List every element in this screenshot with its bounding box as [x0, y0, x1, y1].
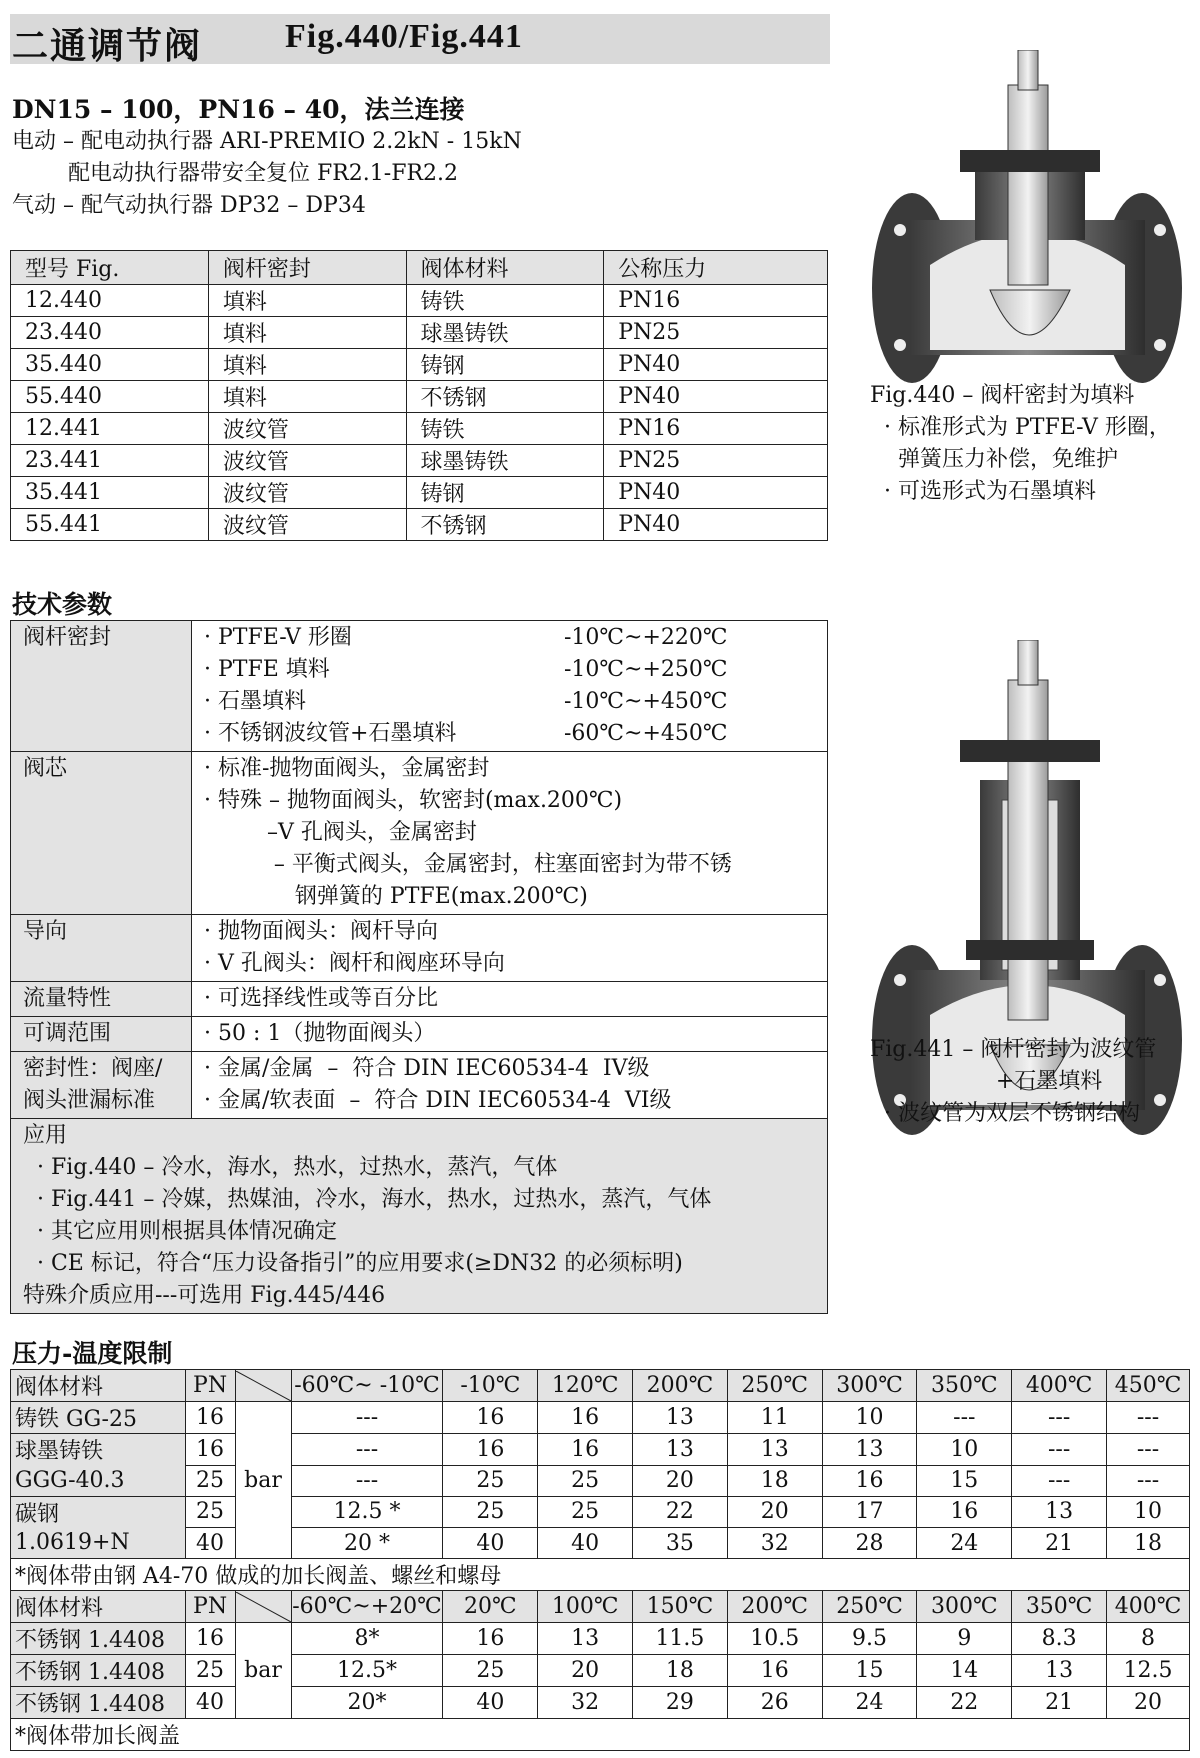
pn-cell: 25 [185, 1465, 235, 1496]
header-cell: 阀杆密封 [208, 251, 406, 285]
table-row [11, 285, 828, 317]
note-row [11, 1719, 1190, 1751]
unit-cell: bar [235, 1402, 291, 1559]
models-table [10, 250, 828, 541]
cell: PN16 [604, 285, 828, 317]
tech-value [192, 752, 828, 915]
value-cell: 14 [917, 1655, 1012, 1687]
tech-row-stem-seal [11, 621, 828, 752]
value-cell: 16 [443, 1402, 538, 1434]
value-cell: 8.3 [1012, 1623, 1107, 1655]
cell: 填料 [208, 317, 406, 349]
value-cell: 32 [727, 1528, 822, 1559]
cell: 球墨铸铁 [406, 317, 604, 349]
table-header-row [11, 251, 828, 285]
pressure-temperature-table [10, 1369, 1190, 1751]
table-row [11, 381, 828, 413]
tech-row-flow [11, 982, 828, 1017]
application-line: · Fig.440 – 冷水，海水，热水，过热水，蒸汽，气体 [23, 1155, 558, 1180]
value-cell: --- [1012, 1402, 1107, 1434]
value-cell: 10 [822, 1402, 917, 1434]
leak-label-line: 阀头泄漏标准 [23, 1088, 156, 1113]
temp-header: 300℃ [917, 1591, 1012, 1623]
value-cell: 12.5* [291, 1655, 443, 1687]
table-row [11, 1623, 1190, 1655]
table-row [11, 1496, 1190, 1528]
cell: PN40 [604, 349, 828, 381]
value-cell: 16 [538, 1402, 633, 1434]
stem-seal-range: -10℃~+250℃ [564, 657, 728, 682]
stem-seal-range: -60℃~+450℃ [564, 721, 728, 746]
unit-cell: bar [235, 1623, 291, 1719]
material-cell: 不锈钢 1.4408 [11, 1687, 186, 1719]
pn-cell: 16 [185, 1402, 235, 1434]
cell: PN40 [604, 381, 828, 413]
table-row [11, 317, 828, 349]
tech-value: · 50 : 1（抛物面阀头） [192, 1017, 828, 1052]
cell: 23.441 [11, 445, 209, 477]
tech-row-plug [11, 752, 828, 915]
cell: 12.441 [11, 413, 209, 445]
stem-seal-range: -10℃~+220℃ [564, 625, 728, 650]
note-row [11, 1559, 1190, 1591]
temp-header: 350℃ [1012, 1591, 1107, 1623]
temp-header: 300℃ [822, 1370, 917, 1402]
value-cell: --- [291, 1465, 443, 1496]
value-cell: 26 [727, 1687, 822, 1719]
value-cell: 12.5 * [291, 1496, 443, 1528]
value-cell: 20* [291, 1687, 443, 1719]
cell: 不锈钢 [406, 381, 604, 413]
material-cell: GGG-40.3 [11, 1465, 186, 1496]
value-cell: --- [291, 1434, 443, 1466]
value-cell: 18 [633, 1655, 728, 1687]
tech-label: 可调范围 [11, 1017, 192, 1052]
value-cell: 15 [917, 1465, 1012, 1496]
stem-seal-item: · PTFE-V 形圈 [204, 625, 352, 650]
cell: PN40 [604, 509, 828, 541]
cell: 23.440 [11, 317, 209, 349]
tech-label [11, 1052, 192, 1119]
temp-header: 250℃ [727, 1370, 822, 1402]
tech-row-guide [11, 915, 828, 982]
tech-section-title: 技术参数 [12, 590, 113, 619]
value-cell: 13 [1012, 1655, 1107, 1687]
cell: 35.440 [11, 349, 209, 381]
table-row [11, 349, 828, 381]
header-cell: PN [185, 1370, 235, 1402]
value-cell: 16 [727, 1655, 822, 1687]
tech-value [192, 915, 828, 982]
header-cell: 阀体材料 [406, 251, 604, 285]
table-row [11, 1465, 1190, 1496]
temp-header: 200℃ [633, 1370, 728, 1402]
value-cell: 8* [291, 1623, 443, 1655]
guide-line: · 抛物面阀头：阀杆导向 [204, 919, 438, 944]
value-cell: --- [1107, 1402, 1190, 1434]
temp-header: 400℃ [1012, 1370, 1107, 1402]
stem-seal-item: · PTFE 填料 [204, 657, 330, 682]
pn-cell: 40 [185, 1687, 235, 1719]
value-cell: 16 [822, 1465, 917, 1496]
pn-cell: 16 [185, 1434, 235, 1466]
value-cell: 9.5 [822, 1623, 917, 1655]
value-cell: 25 [538, 1465, 633, 1496]
cell: 填料 [208, 285, 406, 317]
header-cell: 阀体材料 [11, 1591, 186, 1623]
temp-header: -60℃~+20℃ [291, 1591, 443, 1623]
cell: 填料 [208, 381, 406, 413]
value-cell: 10 [1107, 1496, 1190, 1528]
table-row [11, 1402, 1190, 1434]
value-cell: 13 [727, 1434, 822, 1466]
plug-line: –V 孔阀头，金属密封 [204, 820, 477, 845]
cell: 铸钢 [406, 477, 604, 509]
value-cell: --- [1107, 1465, 1190, 1496]
subtitle: DN15 – 100，PN16 – 40，法兰连接 [12, 95, 465, 124]
table-row [11, 1434, 1190, 1466]
pn-cell: 16 [185, 1623, 235, 1655]
value-cell: 16 [538, 1434, 633, 1466]
cell: 填料 [208, 349, 406, 381]
guide-line: · V 孔阀头：阀杆和阀座环导向 [204, 951, 505, 976]
tech-value [192, 621, 828, 752]
value-cell: 25 [443, 1465, 538, 1496]
value-cell: --- [291, 1402, 443, 1434]
cell: 不锈钢 [406, 509, 604, 541]
pn-cell: 25 [185, 1655, 235, 1687]
value-cell: 16 [443, 1623, 538, 1655]
page-title: 二通调节阀 [12, 26, 203, 67]
temp-header: 200℃ [727, 1591, 822, 1623]
value-cell: 13 [633, 1434, 728, 1466]
value-cell: 25 [443, 1655, 538, 1687]
pt-header-row [11, 1591, 1190, 1623]
value-cell: 10.5 [727, 1623, 822, 1655]
cell: 35.441 [11, 477, 209, 509]
stem-seal-range: -10℃~+450℃ [564, 689, 728, 714]
cell: 55.440 [11, 381, 209, 413]
table-row [11, 413, 828, 445]
temp-header: 20℃ [443, 1591, 538, 1623]
tech-label: 导向 [11, 915, 192, 982]
value-cell: 15 [822, 1655, 917, 1687]
stem-seal-item: · 不锈钢波纹管+石墨填料 [204, 721, 457, 746]
temp-header: 150℃ [633, 1591, 728, 1623]
value-cell: --- [1012, 1434, 1107, 1466]
table-row [11, 1528, 1190, 1559]
value-cell: 40 [443, 1687, 538, 1719]
value-cell: 21 [1012, 1687, 1107, 1719]
header-cell: 阀体材料 [11, 1370, 186, 1402]
value-cell: 28 [822, 1528, 917, 1559]
temp-header: 400℃ [1107, 1591, 1190, 1623]
value-cell: 20 * [291, 1528, 443, 1559]
pn-cell: 25 [185, 1496, 235, 1528]
fig440-caption-line: · 标准形式为 PTFE-V 形圈， [870, 415, 1171, 440]
table-row [11, 477, 828, 509]
value-cell: 20 [538, 1655, 633, 1687]
value-cell: 20 [1107, 1687, 1190, 1719]
value-cell: --- [1012, 1465, 1107, 1496]
header-cell: PN [185, 1591, 235, 1623]
cell: 12.440 [11, 285, 209, 317]
cell: 铸铁 [406, 413, 604, 445]
tech-table [10, 620, 828, 1314]
temp-header: -10℃ [443, 1370, 538, 1402]
temp-header: 450℃ [1107, 1370, 1190, 1402]
tech-row-range [11, 1017, 828, 1052]
material-cell: 1.0619+N [11, 1528, 186, 1559]
value-cell: 18 [727, 1465, 822, 1496]
header-cell: 型号 Fig. [11, 251, 209, 285]
cell: PN25 [604, 445, 828, 477]
value-cell: 16 [443, 1434, 538, 1466]
value-cell: 24 [822, 1687, 917, 1719]
value-cell: 16 [917, 1496, 1012, 1528]
value-cell: 40 [538, 1528, 633, 1559]
value-cell: 12.5 [1107, 1655, 1190, 1687]
tech-label: 阀芯 [11, 752, 192, 915]
material-cell: 球墨铸铁 [11, 1434, 186, 1466]
fig441-caption-line: +石墨填料 [870, 1069, 1103, 1094]
value-cell: 10 [917, 1434, 1012, 1466]
value-cell: 35 [633, 1528, 728, 1559]
temp-header: 100℃ [538, 1591, 633, 1623]
material-cell: 不锈钢 1.4408 [11, 1655, 186, 1687]
value-cell: 25 [538, 1496, 633, 1528]
tech-value: · 可选择线性或等百分比 [192, 982, 828, 1017]
diagonal-cell [235, 1591, 291, 1623]
valve-fig440-illustration [870, 50, 1185, 395]
value-cell: 8 [1107, 1623, 1190, 1655]
value-cell: 29 [633, 1687, 728, 1719]
application-block [11, 1119, 828, 1314]
material-cell: 不锈钢 1.4408 [11, 1623, 186, 1655]
leak-line: · 金属/金属 – 符合 DIN IEC60534-4 IV级 [204, 1056, 650, 1081]
table-note: *阀体带加长阀盖 [11, 1719, 1190, 1751]
value-cell: 17 [822, 1496, 917, 1528]
table-row [11, 445, 828, 477]
drive-line: 气动 – 配气动执行器 DP32 – DP34 [12, 193, 366, 218]
cell: PN40 [604, 477, 828, 509]
table-row [11, 509, 828, 541]
drive-line: 配电动执行器带安全复位 FR2.1-FR2.2 [12, 161, 459, 186]
value-cell: 24 [917, 1528, 1012, 1559]
value-cell: 40 [443, 1528, 538, 1559]
value-cell: 25 [443, 1496, 538, 1528]
value-cell: 32 [538, 1687, 633, 1719]
value-cell: 13 [822, 1434, 917, 1466]
application-line: 特殊介质应用---可选用 Fig.445/446 [23, 1283, 386, 1308]
fig440-caption-line: · 可选形式为石墨填料 [870, 479, 1096, 504]
tech-value [192, 1052, 828, 1119]
value-cell: 20 [633, 1465, 728, 1496]
plug-line: · 标准-抛物面阀头，金属密封 [204, 756, 490, 781]
application-line: · 其它应用则根据具体情况确定 [23, 1219, 337, 1244]
fig441-caption-line: Fig.441 – 阀杆密封为波纹管 [870, 1037, 1157, 1062]
tech-row-leakage [11, 1052, 828, 1119]
temp-header: -60℃~ -10℃ [291, 1370, 443, 1402]
fig440-caption-line: Fig.440 – 阀杆密封为填料 [870, 383, 1135, 408]
temp-header: 350℃ [917, 1370, 1012, 1402]
table-note: *阀体带由钢 A4-70 做成的加长阀盖、螺丝和螺母 [11, 1559, 1190, 1591]
cell: 波纹管 [208, 413, 406, 445]
application-label: 应用 [23, 1123, 68, 1148]
plug-line: · 特殊 – 抛物面阀头，软密封(max.200℃) [204, 788, 623, 813]
plug-line: – 平衡式阀头，金属密封，柱塞面密封为带不锈 [204, 852, 732, 877]
pn-cell: 40 [185, 1528, 235, 1559]
leak-line: · 金属/软表面 – 符合 DIN IEC60534-4 VI级 [204, 1088, 672, 1113]
pt-section-title: 压力-温度限制 [12, 1339, 173, 1368]
table-row [11, 1687, 1190, 1719]
cell: PN16 [604, 413, 828, 445]
value-cell: 11.5 [633, 1623, 728, 1655]
value-cell: 13 [633, 1402, 728, 1434]
value-cell: --- [917, 1402, 1012, 1434]
temp-header: 250℃ [822, 1591, 917, 1623]
tech-label: 阀杆密封 [11, 621, 192, 752]
temp-header: 120℃ [538, 1370, 633, 1402]
value-cell: 20 [727, 1496, 822, 1528]
page-title-fig: Fig.440/Fig.441 [285, 18, 523, 55]
value-cell: 22 [917, 1687, 1012, 1719]
cell: 波纹管 [208, 509, 406, 541]
value-cell: 21 [1012, 1528, 1107, 1559]
value-cell: 22 [633, 1496, 728, 1528]
fig440-caption-line: 弹簧压力补偿，免维护 [870, 447, 1118, 472]
header-cell: 公称压力 [604, 251, 828, 285]
pt-header-row [11, 1370, 1190, 1402]
tech-row-application [11, 1119, 828, 1314]
application-line: · CE 标记，符合“压力设备指引”的应用要求(≥DN32 的必须标明) [23, 1251, 683, 1276]
plug-line: 钢弹簧的 PTFE(max.200℃) [204, 884, 588, 909]
cell: 铸铁 [406, 285, 604, 317]
value-cell: --- [1107, 1434, 1190, 1466]
value-cell: 18 [1107, 1528, 1190, 1559]
value-cell: 11 [727, 1402, 822, 1434]
diagonal-cell [235, 1370, 291, 1402]
cell: 波纹管 [208, 445, 406, 477]
stem-seal-item: · 石墨填料 [204, 689, 306, 714]
value-cell: 13 [1012, 1496, 1107, 1528]
material-cell: 铸铁 GG-25 [11, 1402, 186, 1434]
tech-label: 流量特性 [11, 982, 192, 1017]
cell: 波纹管 [208, 477, 406, 509]
cell: 55.441 [11, 509, 209, 541]
cell: 球墨铸铁 [406, 445, 604, 477]
value-cell: 9 [917, 1623, 1012, 1655]
drive-line: 电动 – 配电动执行器 ARI-PREMIO 2.2kN - 15kN [12, 129, 522, 154]
fig441-caption-line: · 波纹管为双层不锈钢结构 [870, 1101, 1140, 1126]
cell: 铸钢 [406, 349, 604, 381]
cell: PN25 [604, 317, 828, 349]
material-cell: 碳钢 [11, 1496, 186, 1528]
value-cell: 13 [538, 1623, 633, 1655]
leak-label-line: 密封性：阀座/ [23, 1056, 163, 1081]
application-line: · Fig.441 – 冷媒，热媒油，冷水，海水，热水，过热水，蒸汽，气体 [23, 1187, 712, 1212]
table-row [11, 1655, 1190, 1687]
